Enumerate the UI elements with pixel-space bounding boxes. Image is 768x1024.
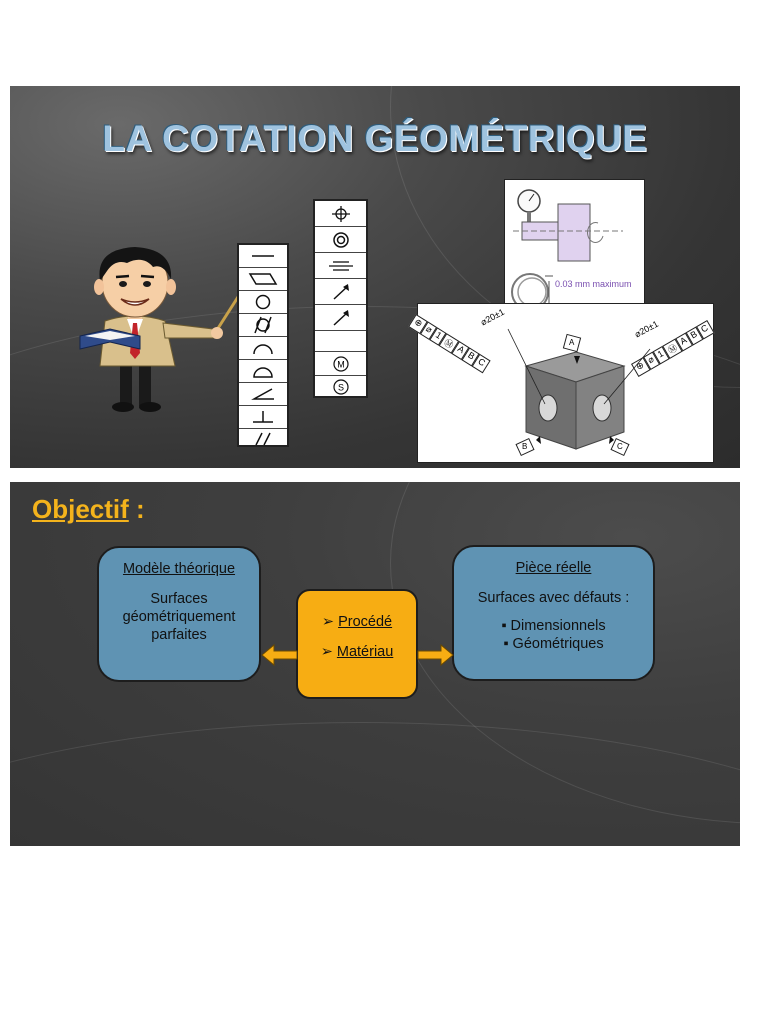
rfs-icon	[315, 376, 366, 398]
surface-profile-icon	[239, 360, 287, 383]
slide-title: LA COTATION GÉOMÉTRIQUE	[102, 118, 648, 159]
datum-b-label: B	[522, 442, 528, 451]
concentricity-icon	[315, 227, 366, 253]
objective-heading-colon: :	[128, 494, 145, 524]
frame-cell: C	[696, 320, 714, 339]
line-profile-icon	[239, 337, 287, 360]
real-part-line: Surfaces avec défauts :	[477, 590, 630, 606]
arrowhead-bullet-icon: ➢	[320, 644, 337, 660]
theoretical-model-line: parfaites	[151, 627, 207, 643]
perpendicularity-icon	[239, 406, 287, 429]
real-part-heading: Pièce réelle	[515, 560, 592, 576]
frame-cell: 1	[429, 327, 446, 346]
svg-text:M: M	[336, 359, 345, 369]
runout-measurement-panel	[504, 179, 645, 316]
frame-cell: B	[461, 347, 479, 366]
dial-indicator-drawing	[505, 180, 644, 315]
bullet-text: Dimensionnels	[510, 618, 606, 634]
material-label: Matériau	[336, 644, 394, 660]
material-item	[298, 643, 416, 661]
angularity-icon	[239, 383, 287, 406]
empty-cell	[315, 331, 366, 352]
frame-cell: ⊕	[631, 357, 650, 377]
total-runout-icon	[315, 305, 366, 331]
frame-cell: ⌀	[643, 352, 660, 371]
theoretical-model-box	[97, 546, 261, 682]
bullet-item	[454, 635, 653, 653]
cube-drawing	[418, 304, 713, 462]
tolerance-label: 0.03 mm maximum	[555, 279, 632, 289]
datum-c-label: C	[617, 442, 623, 451]
flatness-icon	[239, 268, 287, 291]
slide-geometric-dimensioning	[10, 86, 740, 468]
objective-heading-text: Objectif	[32, 494, 129, 524]
objective-heading	[32, 494, 145, 525]
process-material-box	[296, 589, 418, 699]
left-dimension: ⌀20±1	[478, 306, 507, 328]
frame-cell: B	[686, 326, 704, 345]
frame-cell: Ⓜ	[439, 333, 460, 354]
bullet-text: Géométriques	[512, 636, 604, 652]
bullet-item	[454, 617, 653, 635]
frame-cell: A	[451, 341, 469, 360]
svg-text:S: S	[337, 382, 344, 393]
max-material-icon	[315, 352, 366, 376]
cylindricity-icon	[239, 314, 287, 337]
process-item	[298, 613, 416, 631]
theoretical-model-heading: Modèle théorique	[122, 561, 236, 577]
symmetry-icon	[315, 253, 366, 279]
frame-cell: A	[675, 332, 693, 351]
frame-cell: 1	[653, 346, 670, 364]
left-arrow-icon	[260, 642, 298, 668]
right-dimension: ⌀20±1	[632, 318, 661, 340]
square-bullet-icon: ▪	[501, 618, 511, 634]
frame-cell: C	[472, 354, 491, 373]
frame-cell: ⌀	[420, 321, 438, 340]
teacher-illustration	[65, 241, 250, 416]
slide-objective	[10, 482, 740, 846]
real-part-box	[452, 545, 655, 681]
parallelism-icon	[239, 429, 287, 449]
background-swoosh	[10, 722, 740, 846]
position-icon	[315, 201, 366, 227]
arrowhead-bullet-icon: ➢	[321, 614, 339, 630]
right-arrow-icon	[417, 642, 455, 668]
cube-tolerance-drawing	[412, 303, 714, 463]
datum-a-label: A	[569, 338, 575, 347]
square-bullet-icon: ▪	[503, 636, 513, 652]
form-symbols-strip	[237, 243, 289, 447]
circularity-icon	[239, 291, 287, 314]
straightness-icon	[239, 245, 287, 268]
theoretical-model-line: Surfaces	[150, 591, 208, 607]
frame-cell: Ⓜ	[662, 339, 683, 359]
frame-cell: ⊕	[408, 314, 427, 334]
circular-runout-icon	[315, 279, 366, 305]
location-symbols-strip	[313, 199, 368, 398]
process-label: Procédé	[338, 614, 393, 630]
theoretical-model-line: géométriquement	[122, 609, 236, 625]
